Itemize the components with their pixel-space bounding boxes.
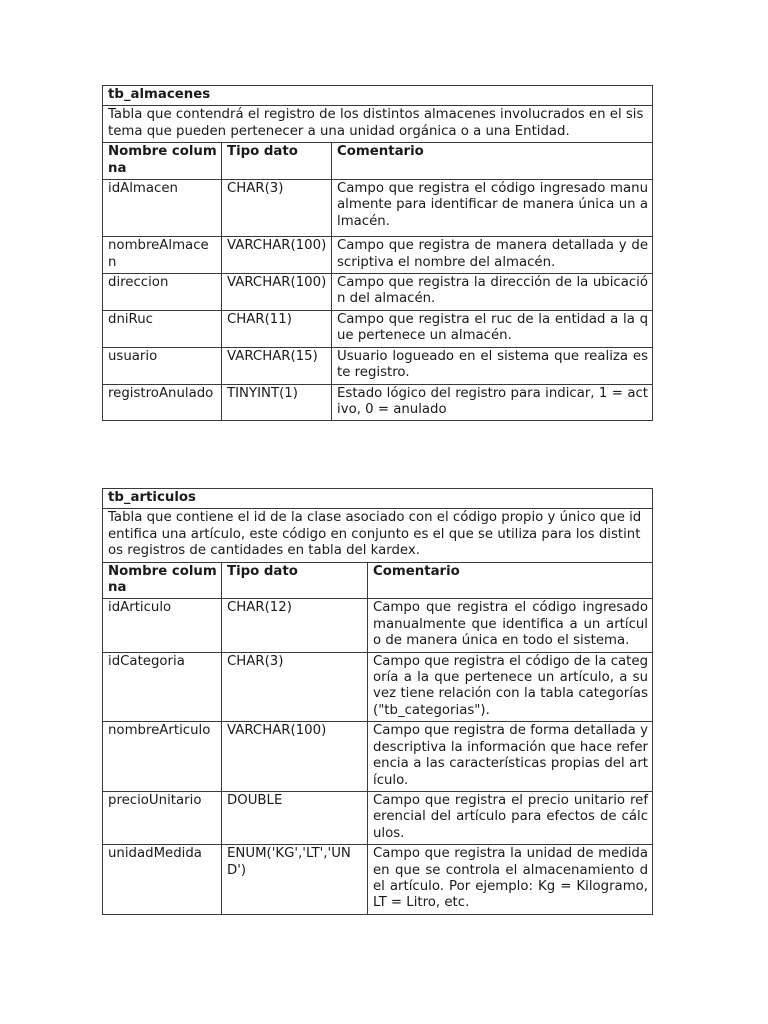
column-name: idAlmacen xyxy=(103,180,222,237)
data-type: CHAR(3) xyxy=(222,652,368,722)
header-data-type: Tipo dato xyxy=(222,143,332,180)
data-type: DOUBLE xyxy=(222,791,368,844)
table-row xyxy=(103,384,653,421)
table-name: tb_almacenes xyxy=(103,86,653,106)
comment: Campo que registra el código ingresado manualmente que identifica a un artículo de manera única en todo el sistema. xyxy=(368,599,653,652)
table-row xyxy=(103,310,653,347)
comment: Campo que registra el código ingresado manualmente para identificar de manera única un almacén. xyxy=(332,180,653,237)
table-tb-articulos xyxy=(102,488,653,915)
table-row xyxy=(103,652,653,722)
data-type: VARCHAR(15) xyxy=(222,347,332,384)
data-type: ENUM('KG','LT','UND') xyxy=(222,845,368,915)
comment: Campo que registra de forma detallada y descriptiva la información que hace referencia a las características propias del artículo. xyxy=(368,722,653,792)
column-name: direccion xyxy=(103,274,222,311)
comment: Campo que registra la unidad de medida en que se controla el almacenamiento del artículo. Por ejemplo: Kg = Kilogramo, LT = Litro, etc. xyxy=(368,845,653,915)
data-type: VARCHAR(100) xyxy=(222,237,332,274)
data-type: CHAR(3) xyxy=(222,180,332,237)
table-row xyxy=(103,791,653,844)
header-column-name: Nombre columna xyxy=(103,562,222,599)
header-data-type: Tipo dato xyxy=(222,562,368,599)
column-name: idArticulo xyxy=(103,599,222,652)
data-type: VARCHAR(100) xyxy=(222,722,368,792)
column-name: registroAnulado xyxy=(103,384,222,421)
column-name: usuario xyxy=(103,347,222,384)
table-row xyxy=(103,347,653,384)
data-type: CHAR(12) xyxy=(222,599,368,652)
table-row xyxy=(103,237,653,274)
comment: Campo que registra el precio unitario referencial del artículo para efectos de cálculos. xyxy=(368,791,653,844)
comment: Campo que registra el código de la categoría a la que pertenece un artículo, a su vez tiene relación con la tabla categorías ("tb_categorias"). xyxy=(368,652,653,722)
column-name: nombreArticulo xyxy=(103,722,222,792)
column-name: unidadMedida xyxy=(103,845,222,915)
data-type: VARCHAR(100) xyxy=(222,274,332,311)
column-name: precioUnitario xyxy=(103,791,222,844)
table-row xyxy=(103,180,653,237)
comment: Campo que registra la dirección de la ubicación del almacén. xyxy=(332,274,653,311)
table-row xyxy=(103,599,653,652)
column-name: idCategoria xyxy=(103,652,222,722)
header-comment: Comentario xyxy=(332,143,653,180)
header-column-name: Nombre columna xyxy=(103,143,222,180)
table-row xyxy=(103,274,653,311)
table-name: tb_articulos xyxy=(103,489,653,509)
table-tb-almacenes xyxy=(102,85,653,421)
data-type: TINYINT(1) xyxy=(222,384,332,421)
comment: Campo que registra el ruc de la entidad a la que pertenece un almacén. xyxy=(332,310,653,347)
table-row xyxy=(103,845,653,915)
table-description: Tabla que contiene el id de la clase asociado con el código propio y único que identifica una artículo, este código en conjunto es el que se utiliza para los distintos registros de cantidades en tabla del kardex. xyxy=(103,509,653,562)
column-name: nombreAlmacen xyxy=(103,237,222,274)
header-comment: Comentario xyxy=(368,562,653,599)
table-description: Tabla que contendrá el registro de los distintos almacenes involucrados en el sistema que pueden pertenecer a una unidad orgánica o a una Entidad. xyxy=(103,106,653,143)
comment: Campo que registra de manera detallada y descriptiva el nombre del almacén. xyxy=(332,237,653,274)
comment: Estado lógico del registro para indicar, 1 = activo, 0 = anulado xyxy=(332,384,653,421)
comment: Usuario logueado en el sistema que realiza este registro. xyxy=(332,347,653,384)
data-type: CHAR(11) xyxy=(222,310,332,347)
column-name: dniRuc xyxy=(103,310,222,347)
table-row xyxy=(103,722,653,792)
